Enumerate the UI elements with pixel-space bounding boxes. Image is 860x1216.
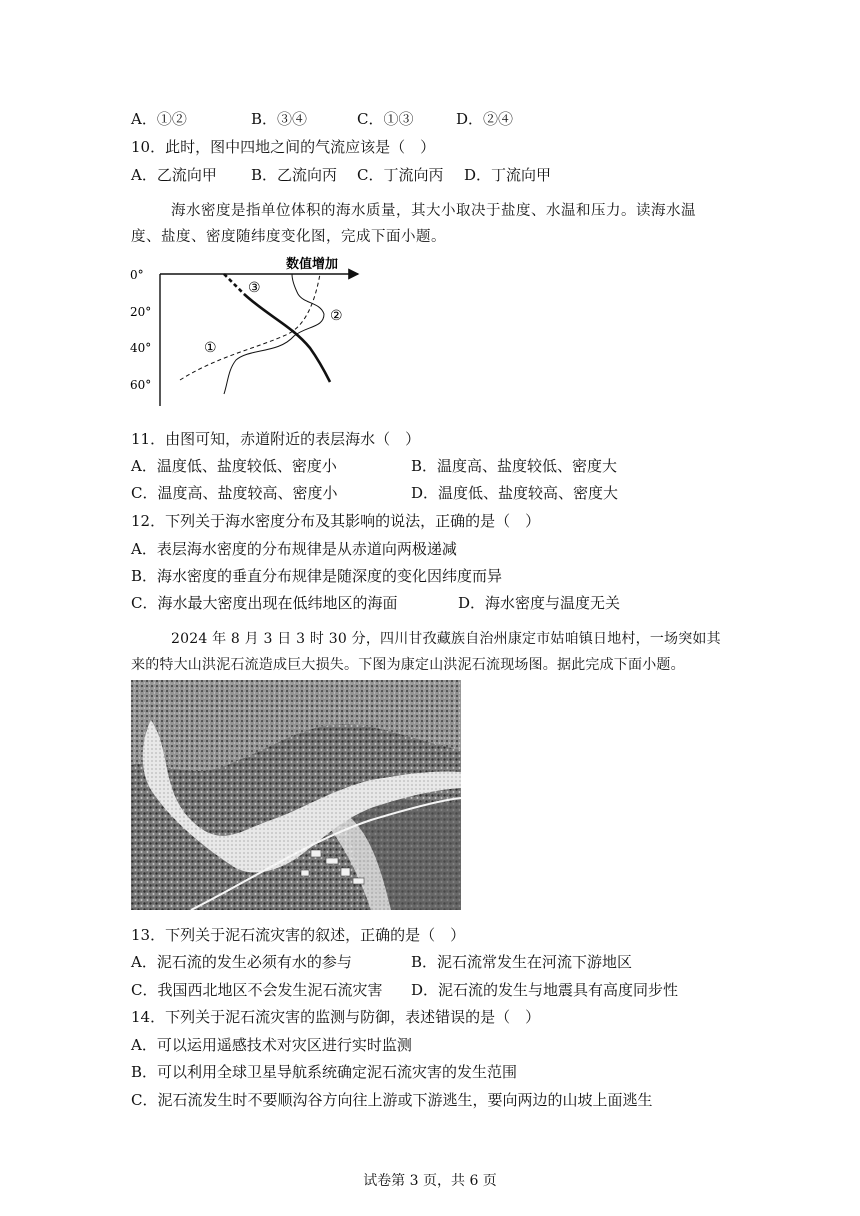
question-12-option-a: A．表层海水密度的分布规律是从赤道向两极递减 — [131, 540, 457, 558]
curve-3 — [244, 294, 330, 382]
question-14-option-a: A．可以运用遥感技术对灾区进行实时监测 — [131, 1036, 412, 1054]
question-10-option-d: D．丁流向甲 — [464, 166, 552, 184]
tick-20: 20° — [130, 305, 152, 319]
axis-title: 数值增加 — [286, 257, 339, 272]
question-13-option-b: B．泥石流常发生在河流下游地区 — [411, 953, 633, 971]
option-a: A．①② — [131, 110, 187, 128]
intro-line-1: 海水密度是指单位体积的海水质量，其大小取决于盐度、水温和压力。读海水温 — [171, 203, 696, 219]
question-10-option-b: B．乙流向丙 — [251, 166, 338, 184]
question-13-option-a: A．泥石流的发生必须有水的参与 — [131, 953, 352, 971]
question-12-option-c: C．海水最大密度出现在低纬地区的海面 — [131, 594, 398, 612]
intro-paragraph-seawater — [131, 198, 731, 250]
intro2-line-2: 来的特大山洪泥石流造成巨大损失。下图为康定山洪泥石流现场图。据此完成下面小题。 — [131, 657, 685, 673]
debris-flow-photo — [131, 680, 461, 910]
question-11-option-c: C．温度高、盐度较高、密度小 — [131, 484, 338, 502]
question-13-option-d: D．泥石流的发生与地震具有高度同步性 — [411, 981, 679, 999]
question-11-option-b: B．温度高、盐度较低、密度大 — [411, 457, 618, 475]
question-14-stem: 14．下列关于泥石流灾害的监测与防御，表述错误的是（ ） — [131, 1008, 541, 1026]
curve-2-label: ② — [330, 308, 343, 324]
latitude-profile-diagram — [128, 256, 364, 406]
option-c: C．①③ — [357, 110, 414, 128]
question-12-stem: 12．下列关于海水密度分布及其影响的说法，正确的是（ ） — [131, 512, 541, 530]
question-12-option-b: B．海水密度的垂直分布规律是随深度的变化因纬度而异 — [131, 567, 503, 585]
tick-40: 40° — [130, 341, 152, 355]
question-13-option-c: C．我国西北地区不会发生泥石流灾害 — [131, 981, 383, 999]
intro-paragraph-debris-flow — [131, 626, 751, 678]
curve-2 — [224, 274, 324, 394]
curve-3-label: ③ — [248, 280, 261, 296]
curve-3-dashed — [224, 274, 244, 294]
question-14-option-b: B．可以利用全球卫星导航系统确定泥石流灾害的发生范围 — [131, 1063, 518, 1081]
question-10-option-c: C．丁流向丙 — [357, 166, 444, 184]
option-d: D．②④ — [456, 110, 514, 128]
intro2-line-1: 2024 年 8 月 3 日 3 时 30 分，四川甘孜藏族自治州康定市姑咱镇日地村，一场突如其 — [171, 631, 721, 647]
tick-0: 0° — [130, 268, 144, 282]
question-13-stem: 13．下列关于泥石流灾害的叙述，正确的是（ ） — [131, 926, 466, 944]
page-footer: 试卷第 3 页，共 6 页 — [363, 1173, 497, 1189]
question-11-stem: 11．由图可知，赤道附近的表层海水（ ） — [131, 430, 421, 448]
question-11-option-a: A．温度低、盐度较低、密度小 — [131, 457, 337, 475]
question-14-option-c: C．泥石流发生时不要顺沟谷方向往上游或下游逃生，要向两边的山坡上面逃生 — [131, 1091, 653, 1109]
question-10-option-a: A．乙流向甲 — [131, 166, 217, 184]
question-11-option-d: D．温度低、盐度较高、密度大 — [411, 484, 619, 502]
question-12-option-d: D．海水密度与温度无关 — [458, 594, 621, 612]
question-10-stem: 10．此时，图中四地之间的气流应该是（ ） — [131, 138, 436, 156]
intro-line-2: 度、盐度、密度随纬度变化图，完成下面小题。 — [131, 229, 446, 245]
option-b: B．③④ — [251, 110, 308, 128]
curve-1-label: ① — [204, 340, 217, 356]
tick-60: 60° — [130, 378, 152, 392]
